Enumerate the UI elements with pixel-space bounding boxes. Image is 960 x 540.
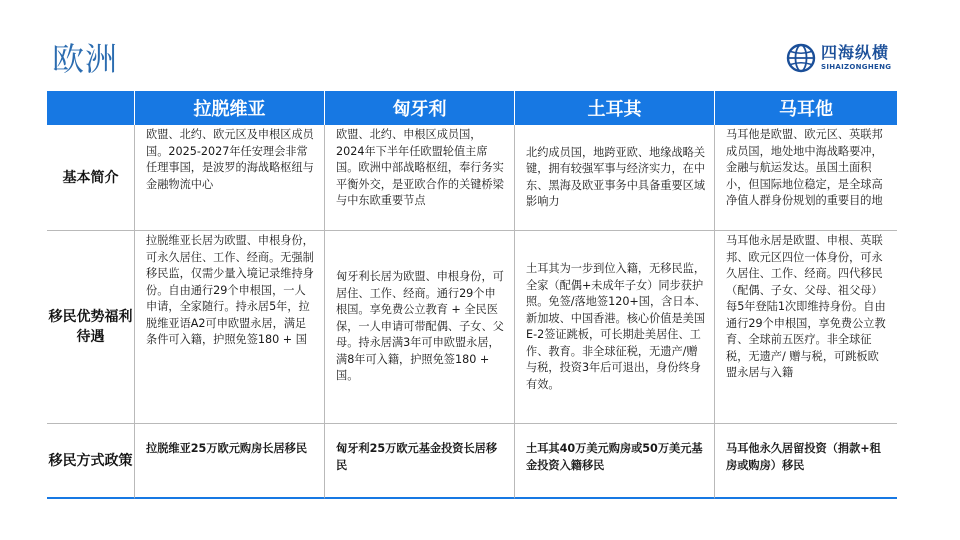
logo-name-cn: 四海纵横 [821,43,890,62]
table-cell: 马耳他永居是欧盟、申根、英联邦、欧元区四位一体身份，可永久居住、工作、经商。四代移民（配偶、子女、父母、祖父母）每5年登陆1次即维持身份。自由通行29个申根国，享免费公立教育、全球前五医疗。非全球征税，无遗产/ 赠与税，可跳板欧盟永居与入籍 [714,231,897,424]
header-malta: 马耳他 [714,91,897,125]
table-cell: 欧盟、北约、欧元区及申根区成员国。2025-2027年任安理会非常任理事国，是波罗的海战略枢纽与金融物流中心 [134,125,324,231]
table-cell: 土耳其为一步到位入籍，无移民监，全家（配偶+未成年子女）同步获护照。免签/落地签120+国，含日本、新加坡、中国香港。核心价值是美国 E-2签证跳板，可长期赴美居住、工作、教育。非全球征税，无遗产/赠与税，投资3年后可退出，身份终身有效。 [514,231,714,424]
table-cell: 拉脱维亚25万欧元购房长居移民 [134,424,324,499]
row-label-overview: 基本简介 [47,125,134,231]
table-cell: 马耳他永久居留投资（捐款+租房或购房）移民 [714,424,897,499]
header-corner [47,91,134,125]
table-cell: 匈牙利长居为欧盟、申根身份，可居住、工作、经商。通行29个申根国。享免费公立教育 + 全民医保，一人申请可带配偶、子女、父母。持永居满3年可申欧盟永居，满8年可入籍，护照免签180 + 国。 [324,231,514,424]
header-latvia: 拉脱维亚 [134,91,324,125]
table-cell: 匈牙利25万欧元基金投资长居移民 [324,424,514,499]
table-cell: 北约成员国，地跨亚欧、地缘战略关键，拥有较强军事与经济实力，在中东、黑海及欧亚事务中具备重要区域影响力 [514,125,714,231]
row-label-benefits: 移民优势福利待遇 [47,231,134,424]
comparison-table [47,91,897,499]
page-title: 欧洲 [52,40,119,78]
globe-icon [786,43,816,73]
header-hungary: 匈牙利 [324,91,514,125]
row-label-policy: 移民方式政策 [47,424,134,499]
table-cell: 土耳其40万美元购房或50万美元基金投资入籍移民 [514,424,714,499]
logo-name-en: SIHAIZONGHENG [821,63,892,71]
table-cell: 马耳他是欧盟、欧元区、英联邦成员国，地处地中海战略要冲，金融与航运发达。虽国土面积小，但国际地位稳定，是全球高净值人群身份规划的重要目的地 [714,125,897,231]
header-turkey: 土耳其 [514,91,714,125]
table-cell: 拉脱维亚长居为欧盟、申根身份，可永久居住、工作、经商。无强制移民监，仅需少量入境记录维持身份。自由通行29个申根国，一人申请，全家随行。持永居5年，拉脱维亚语A2可申欧盟永居，满足条件可入籍，护照免签180 + 国 [134,231,324,424]
company-logo [786,40,906,76]
table-cell: 欧盟、北约、申根区成员国，2024年下半年任欧盟轮值主席国。欧洲中部战略枢纽，奉行务实平衡外交，是亚欧合作的关键桥梁与中东欧重要节点 [324,125,514,231]
